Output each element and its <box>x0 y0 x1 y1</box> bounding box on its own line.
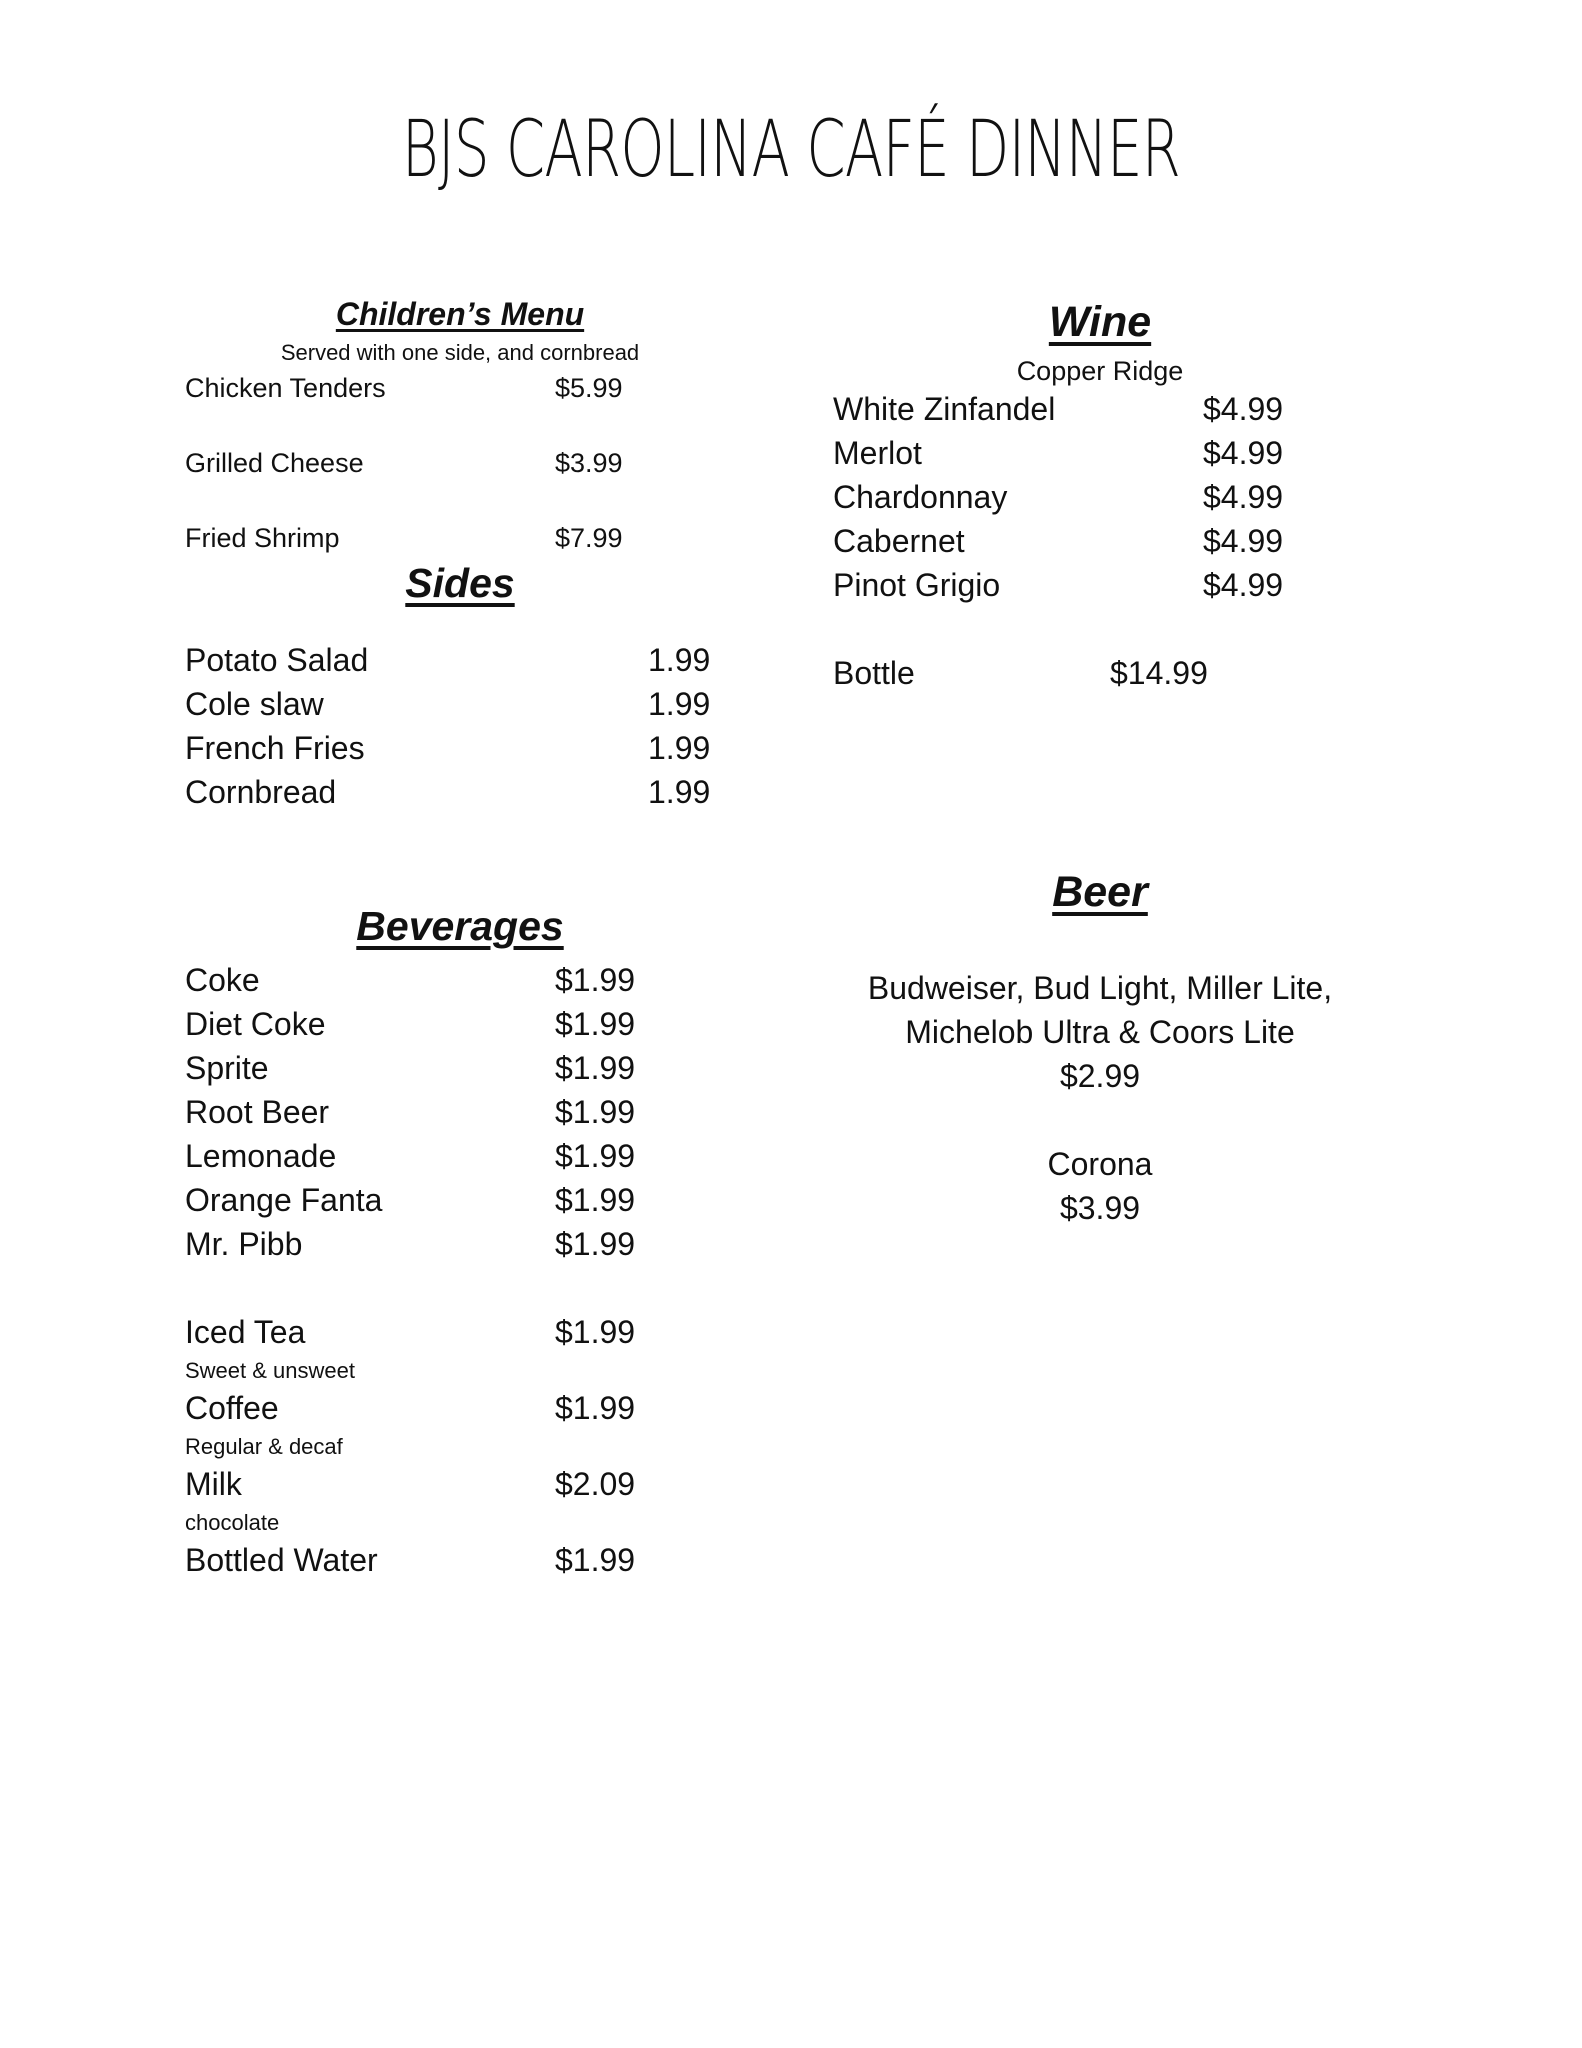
item-price: $4.99 <box>1203 479 1284 515</box>
item-name: Merlot <box>833 435 922 471</box>
beer-import-price: $3.99 <box>1059 1190 1141 1226</box>
item-price: $4.99 <box>1203 435 1284 471</box>
item-price: $4.99 <box>1203 567 1284 603</box>
item-name: Chardonnay <box>833 479 1008 515</box>
item-price: 1.99 <box>648 642 711 678</box>
item-name: Diet Coke <box>185 1006 326 1042</box>
item-price: $5.99 <box>555 373 623 403</box>
sides-heading: Sides <box>405 560 515 606</box>
item-name: Pinot Grigio <box>833 567 1001 603</box>
item-price: $1.99 <box>555 1138 636 1174</box>
item-price: $1.99 <box>555 1050 636 1086</box>
beer-heading: Beer <box>1052 868 1148 916</box>
item-name: Orange Fanta <box>185 1182 383 1218</box>
item-note: Sweet & unsweet <box>185 1358 355 1383</box>
item-price: $1.99 <box>555 1226 636 1262</box>
item-price: 1.99 <box>648 686 711 722</box>
item-name: Cornbread <box>185 774 337 810</box>
item-note: chocolate <box>185 1510 280 1535</box>
item-price: $7.99 <box>555 523 623 553</box>
beer-import-name: Corona <box>1047 1146 1153 1182</box>
item-name: Potato Salad <box>185 642 369 678</box>
item-name: Milk <box>185 1466 242 1502</box>
item-name: Sprite <box>185 1050 269 1086</box>
beer-domestic-list-cont: Michelob Ultra & Coors Lite <box>905 1014 1295 1050</box>
item-price: 1.99 <box>648 774 711 810</box>
item-price: $1.99 <box>555 1006 636 1042</box>
item-price: $14.99 <box>1110 655 1208 691</box>
page-title: BJS CAROLINA CAFÉ DINNER <box>401 105 1181 195</box>
item-name: Mr. Pibb <box>185 1226 303 1262</box>
item-price: $1.99 <box>555 1390 636 1426</box>
item-name: Cabernet <box>833 523 965 559</box>
item-price: $3.99 <box>555 448 623 478</box>
item-name: Chicken Tenders <box>185 373 386 403</box>
beverages-heading: Beverages <box>356 903 564 949</box>
item-name: Root Beer <box>185 1094 330 1130</box>
item-name: Cole slaw <box>185 686 324 722</box>
item-name: Bottle <box>833 655 915 691</box>
item-price: $4.99 <box>1203 523 1284 559</box>
item-name: French Fries <box>185 730 365 766</box>
item-name: Coffee <box>185 1390 279 1426</box>
item-name: Coke <box>185 962 260 998</box>
item-name: Bottled Water <box>185 1542 378 1578</box>
item-price: $4.99 <box>1203 391 1284 427</box>
item-name: White Zinfandel <box>833 391 1056 427</box>
item-price: $1.99 <box>555 1542 636 1578</box>
beer-domestic-price: $2.99 <box>1059 1058 1141 1094</box>
wine-heading: Wine <box>1048 298 1152 346</box>
item-price: $2.09 <box>555 1466 636 1502</box>
item-price: 1.99 <box>648 730 711 766</box>
item-price: $1.99 <box>555 1094 636 1130</box>
item-name: Lemonade <box>185 1138 337 1174</box>
childrens-menu-heading: Children’s Menu <box>335 296 585 332</box>
item-note: Regular & decaf <box>185 1434 343 1459</box>
beer-domestic-list: Budweiser, Bud Light, Miller Lite, <box>867 970 1333 1006</box>
wine-subtitle: Copper Ridge <box>1016 356 1184 386</box>
item-price: $1.99 <box>555 1314 636 1350</box>
item-price: $1.99 <box>555 1182 636 1218</box>
item-price: $1.99 <box>555 962 636 998</box>
item-name: Grilled Cheese <box>185 448 364 478</box>
item-name: Iced Tea <box>185 1314 306 1350</box>
item-name: Fried Shrimp <box>185 523 340 553</box>
childrens-menu-subtitle: Served with one side, and cornbread <box>280 340 640 365</box>
